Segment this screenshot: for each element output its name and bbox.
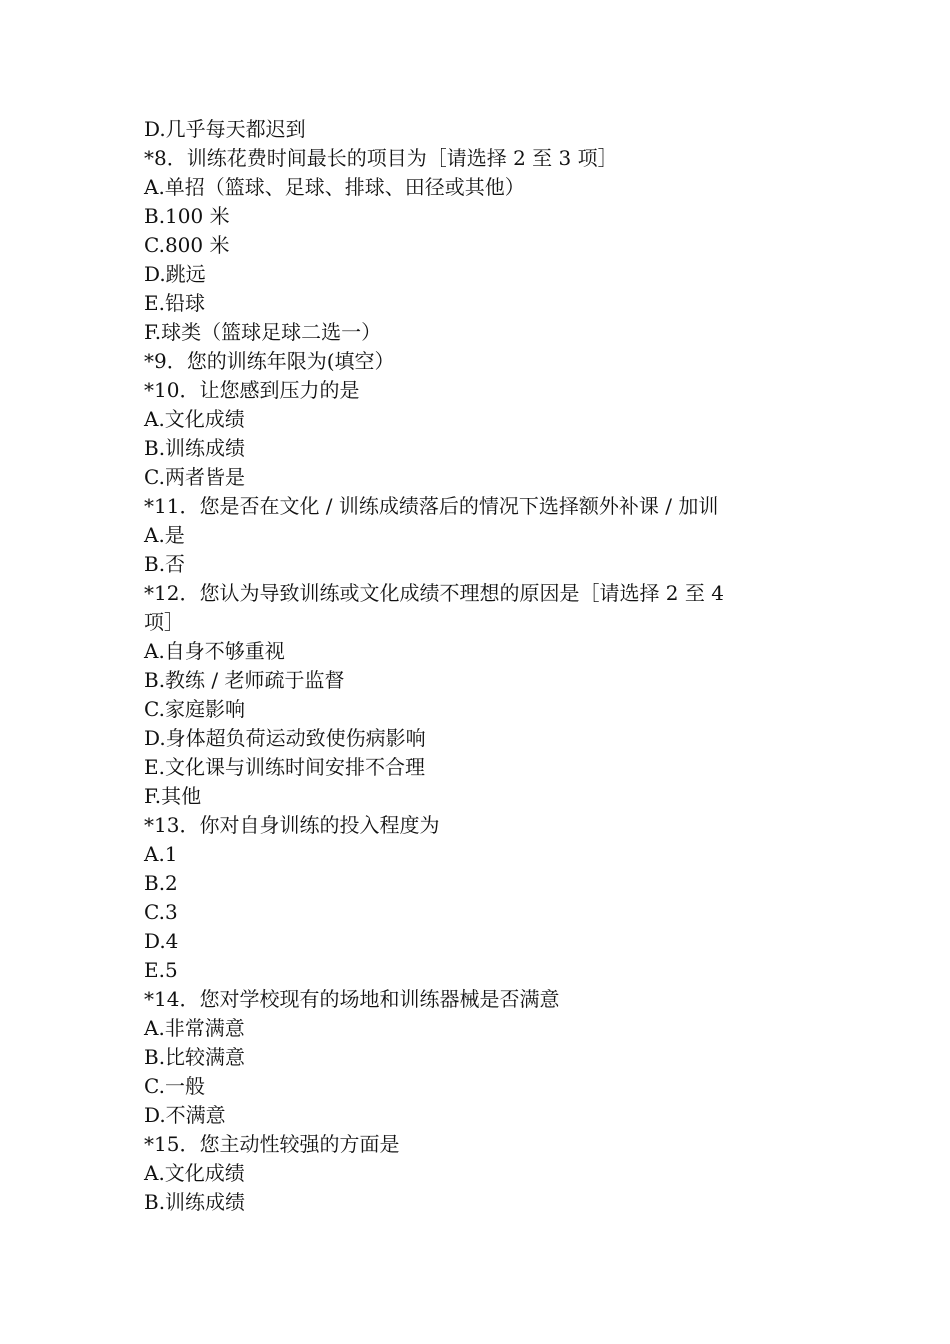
q10-question: *10．让您感到压力的是	[144, 378, 360, 402]
q14-question: *14．您对学校现有的场地和训练器械是否满意	[144, 987, 560, 1011]
document-page	[144, 115, 794, 1217]
q8-option-a: A.单招（篮球、足球、排球、田径或其他）	[144, 175, 525, 199]
q14-option-b: B.比较满意	[144, 1045, 246, 1069]
q13-option-b: B.2	[144, 871, 178, 895]
q12-option-e: E.文化课与训练时间安排不合理	[144, 755, 425, 779]
q11-option-a: A.是	[144, 523, 185, 547]
q10-option-a: A.文化成绩	[144, 407, 245, 431]
q12-option-c: C.家庭影响	[144, 697, 245, 721]
q12-option-a: A.自身不够重视	[144, 639, 285, 663]
q11-option-b: B.否	[144, 552, 186, 576]
q13-option-e: E.5	[144, 958, 178, 982]
q14-option-c: C.一般	[144, 1074, 205, 1098]
q12-question-continued: 项］	[144, 610, 184, 634]
q15-option-a: A.文化成绩	[144, 1161, 245, 1185]
q13-option-d: D.4	[144, 929, 179, 953]
q8-option-b: B.100 米	[144, 204, 230, 228]
q14-option-d: D.不满意	[144, 1103, 226, 1127]
q8-option-e: E.铅球	[144, 291, 205, 315]
q15-option-b: B.训练成绩	[144, 1190, 246, 1214]
q10-option-c: C.两者皆是	[144, 465, 245, 489]
q13-question: *13．你对自身训练的投入程度为	[144, 813, 440, 837]
q9-question: *9．您的训练年限为(填空）	[144, 349, 395, 373]
q8-option-c: C.800 米	[144, 233, 230, 257]
q8-option-d: D.跳远	[144, 262, 206, 286]
q7-option-d: D.几乎每天都迟到	[144, 117, 306, 141]
q11-question: *11．您是否在文化 / 训练成绩落后的情况下选择额外补课 / 加训	[144, 494, 719, 518]
q13-option-a: A.1	[144, 842, 178, 866]
q10-option-b: B.训练成绩	[144, 436, 246, 460]
q13-option-c: C.3	[144, 900, 178, 924]
q8-question: *8．训练花费时间最长的项目为［请选择 2 至 3 项］	[144, 146, 618, 170]
q12-option-d: D.身体超负荷运动致使伤病影响	[144, 726, 426, 750]
q12-option-b: B.教练 / 老师疏于监督	[144, 668, 345, 692]
q14-option-a: A.非常满意	[144, 1016, 245, 1040]
q12-option-f: F.其他	[144, 784, 202, 808]
q8-option-f: F.球类（篮球足球二选一）	[144, 320, 382, 344]
q15-question: *15．您主动性较强的方面是	[144, 1132, 400, 1156]
q12-question: *12．您认为导致训练或文化成绩不理想的原因是［请选择 2 至 4	[144, 581, 724, 605]
